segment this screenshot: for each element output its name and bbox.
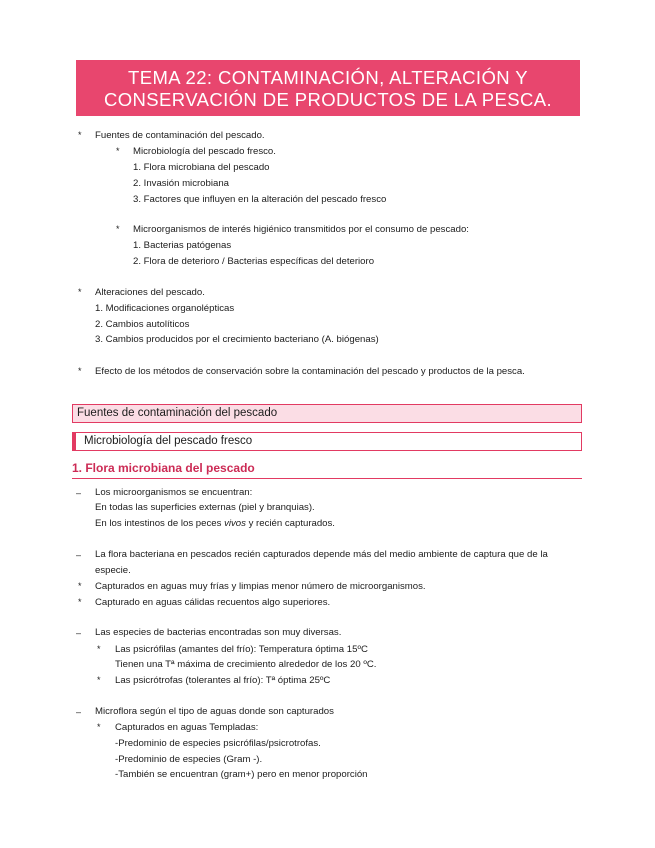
- toc-list-item: 1. Flora microbiana del pescado: [133, 162, 270, 173]
- body-line: especie.: [95, 565, 131, 576]
- body-line: Las psicrófilas (amantes del frío): Temperatura óptima 15ºC: [115, 644, 368, 655]
- toc-list-item: 1. Modificaciones organolépticas: [95, 303, 235, 314]
- body-line: -Predominio de especies (Gram -).: [115, 754, 263, 765]
- body-line: Tienen una Tª máxima de crecimiento alrededor de los 20 ºC.: [115, 659, 377, 670]
- toc-item-2: Alteraciones del pescado.: [95, 287, 205, 298]
- body-line: Capturados en aguas Templadas:: [115, 722, 259, 733]
- toc-list-item: 2. Cambios autolíticos: [95, 319, 190, 330]
- toc-item-1: Fuentes de contaminación del pescado.: [95, 130, 265, 141]
- bullet-dash: –: [76, 488, 82, 498]
- toc-list-item: 3. Factores que influyen en la alteración del pescado fresco: [133, 194, 387, 205]
- bullet-star: *: [116, 224, 120, 234]
- toc-list-item: 3. Cambios producidos por el crecimiento bacteriano (A. biógenas): [95, 334, 379, 345]
- bullet-star: *: [78, 287, 82, 297]
- body-paragraph: Microflora según el tipo de aguas donde son capturados: [95, 706, 334, 717]
- bullet-dash: –: [76, 628, 82, 638]
- bullet-dash: –: [76, 707, 82, 717]
- toc-list-item: 2. Flora de deterioro / Bacterias específicas del deterioro: [133, 256, 375, 267]
- bullet-star: *: [78, 366, 82, 376]
- document-title-banner: [76, 60, 580, 116]
- bullet-star: *: [78, 581, 82, 591]
- bullet-star: *: [78, 597, 82, 607]
- body-paragraph: Las especies de bacterias encontradas son muy diversas.: [95, 627, 342, 638]
- bullet-star: *: [97, 644, 101, 654]
- body-line: -Predominio de especies psicrófilas/psicrotrofas.: [115, 738, 321, 749]
- bullet-dash: –: [76, 550, 82, 560]
- title-line-1: TEMA 22: CONTAMINACIÓN, ALTERACIÓN Y: [128, 67, 528, 88]
- body-paragraph: La flora bacteriana en pescados recién capturados depende más del medio ambiente de captura que de la: [95, 549, 548, 560]
- section-heading-1: Fuentes de contaminación del pescado: [72, 404, 582, 423]
- body-line: En todas las superficies externas (piel y branquias).: [95, 502, 315, 513]
- body-paragraph: Los microorganismos se encuentran:: [95, 487, 253, 498]
- body-line: -También se encuentran (gram+) pero en menor proporción: [115, 769, 368, 780]
- toc-item-1-sub-1: Microbiología del pescado fresco.: [133, 146, 276, 157]
- bullet-star: *: [78, 130, 82, 140]
- title-line-2: CONSERVACIÓN DE PRODUCTOS DE LA PESCA.: [104, 89, 552, 110]
- body-paragraph: Capturado en aguas cálidas recuentos algo superiores.: [95, 597, 331, 608]
- section-heading-2: Microbiología del pescado fresco: [72, 432, 582, 451]
- body-paragraph: Capturados en aguas muy frías y limpias menor número de microorganismos.: [95, 581, 426, 592]
- body-line: En los intestinos de los peces vivos y recién capturados.: [95, 518, 335, 529]
- bullet-star: *: [97, 675, 101, 685]
- toc-list-item: 2. Invasión microbiana: [133, 178, 229, 189]
- section-heading-3: 1. Flora microbiana del pescado: [72, 460, 582, 479]
- bullet-star: *: [116, 146, 120, 156]
- toc-list-item: 1. Bacterias patógenas: [133, 240, 232, 251]
- toc-item-3: Efecto de los métodos de conservación sobre la contaminación del pescado y productos de la pesca.: [95, 366, 525, 377]
- body-line: Las psicrótrofas (tolerantes al frío): Tª óptima 25ºC: [115, 675, 331, 686]
- bullet-star: *: [97, 722, 101, 732]
- toc-item-1-sub-2: Microorganismos de interés higiénico transmitidos por el consumo de pescado:: [133, 224, 469, 235]
